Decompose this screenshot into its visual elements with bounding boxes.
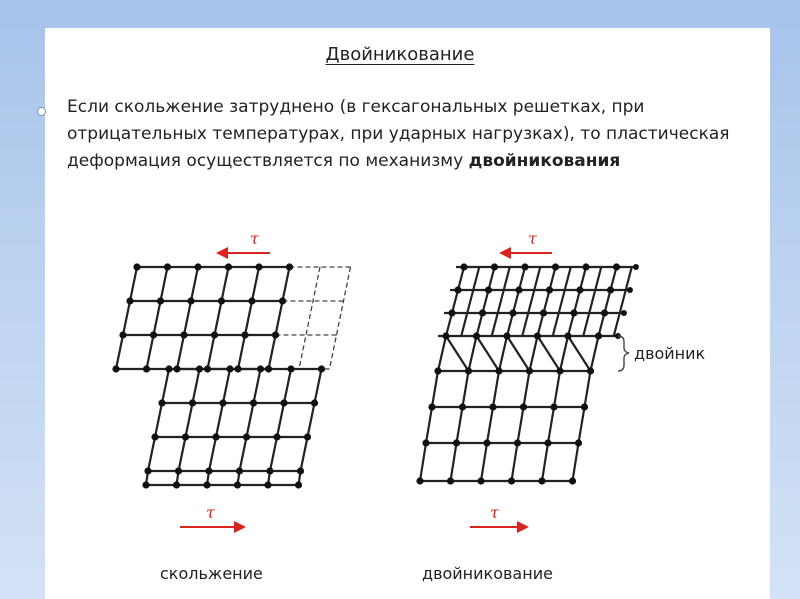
twin-top-inner-line	[534, 267, 540, 290]
lattice-atom	[453, 439, 460, 446]
slip-bottom-column-line	[268, 369, 291, 485]
lattice-atom	[250, 399, 257, 406]
lattice-atom	[297, 467, 304, 474]
lattice-atom	[234, 365, 241, 372]
lattice-atom	[257, 365, 264, 372]
lattice-atom	[434, 367, 441, 374]
slip-bottom-column-line	[207, 369, 230, 485]
twin-top-inner-line	[626, 267, 632, 290]
lattice-atom	[520, 403, 527, 410]
slip-bottom-column-line	[177, 369, 200, 485]
twin-top-inner-line	[620, 290, 626, 313]
tau-symbol-top-right: τ	[528, 229, 537, 248]
lattice-atom	[158, 399, 165, 406]
lattice-atom	[304, 433, 311, 440]
twin-top-inner-line	[504, 267, 510, 290]
twin-top-column-line	[446, 267, 464, 336]
lattice-atom	[203, 481, 210, 488]
twin-top-column-line	[599, 267, 617, 336]
slip-top-column-line	[177, 267, 198, 369]
twin-top-inner-line	[528, 290, 534, 313]
twin-top-column-line	[568, 267, 586, 336]
arrowhead-top-left	[216, 247, 228, 259]
lattice-atom	[454, 286, 461, 293]
lattice-atom	[226, 365, 233, 372]
lattice-atom	[204, 365, 211, 372]
twin-band-diagonal	[477, 336, 500, 371]
slip-ghost-column	[330, 267, 351, 369]
lattice-atom	[448, 309, 455, 316]
twin-top-inner-line	[559, 290, 565, 313]
lattice-atom	[157, 297, 164, 304]
twin-bottom-column-line	[573, 371, 591, 481]
lattice-atom	[119, 331, 126, 338]
twin-lattice	[416, 263, 639, 484]
lattice-atom	[581, 403, 588, 410]
lattice-atom	[540, 309, 547, 316]
lattice-atom	[538, 477, 545, 484]
slip-ghost-column	[299, 267, 320, 369]
twin-band-line	[560, 336, 568, 371]
lattice-atom	[287, 365, 294, 372]
twin-band-line	[438, 336, 446, 371]
lattice-atom	[442, 332, 449, 339]
lattice-atom	[187, 297, 194, 304]
lattice-atom	[264, 481, 271, 488]
lattice-atom	[311, 399, 318, 406]
tau-symbol-bottom-left: τ	[206, 503, 215, 522]
slip-top-column-line	[208, 267, 229, 369]
lattice-atom	[196, 365, 203, 372]
lattice-atom	[576, 286, 583, 293]
lattice-atom	[521, 263, 528, 270]
lattice-atom	[621, 310, 627, 316]
slip-top-column-line	[116, 267, 137, 369]
slip-top-column-line	[147, 267, 168, 369]
twin-brace	[618, 336, 629, 371]
lattice-atom	[280, 399, 287, 406]
slip-bottom-column-line	[238, 369, 261, 485]
lattice-atom	[182, 433, 189, 440]
twin-top-inner-line	[614, 313, 620, 336]
twin-bottom-column-line	[481, 371, 499, 481]
twin-band-line	[530, 336, 538, 371]
twin-top-column-line	[538, 267, 556, 336]
lattice-atom	[491, 263, 498, 270]
lattice-atom	[607, 286, 614, 293]
lattice-atom	[544, 439, 551, 446]
lattice-atom	[173, 481, 180, 488]
twin-band-line	[499, 336, 507, 371]
twin-top-inner-line	[492, 313, 498, 336]
twin-top-column-line	[507, 267, 525, 336]
twin-band-diagonal	[507, 336, 530, 371]
twin-bottom-column-line	[512, 371, 530, 481]
lattice-atom	[126, 297, 133, 304]
twin-top-inner-line	[553, 313, 559, 336]
lattice-atom	[601, 309, 608, 316]
lattice-atom	[151, 433, 158, 440]
twin-bottom-column-line	[451, 371, 469, 481]
lattice-atom	[243, 433, 250, 440]
lattice-atom	[485, 286, 492, 293]
paragraph-bold-term: двойникования	[468, 151, 621, 171]
lattice-atom	[142, 481, 149, 488]
twin-band-diagonal	[446, 336, 469, 371]
lattice-atom	[503, 332, 510, 339]
lattice-atom	[219, 399, 226, 406]
lattice-atom	[236, 467, 243, 474]
lattice-atom	[180, 331, 187, 338]
twin-top-inner-line	[583, 313, 589, 336]
lattice-atom	[473, 332, 480, 339]
twin-top-inner-line	[595, 267, 601, 290]
lattice-atom	[465, 367, 472, 374]
tau-symbol-top-left: τ	[250, 229, 259, 248]
caption-twinning: двойникование	[422, 564, 553, 583]
lattice-atom	[515, 286, 522, 293]
slip-top-column-line	[269, 267, 290, 369]
lattice-atom	[318, 365, 325, 372]
paragraph-line-1: Если скольжение затруднено (в гексагональных решетках, при	[67, 97, 645, 117]
lattice-atom	[526, 367, 533, 374]
twin-bottom-column-line	[420, 371, 438, 481]
lattice-atom	[556, 367, 563, 374]
lattice-atom	[587, 367, 594, 374]
lattice-atom	[546, 286, 553, 293]
lattice-atom	[569, 477, 576, 484]
lattice-atom	[164, 263, 171, 270]
lattice-atom	[552, 263, 559, 270]
lattice-atom	[211, 331, 218, 338]
twin-band-diagonal	[568, 336, 591, 371]
lattice-atom	[575, 439, 582, 446]
lattice-atom	[205, 467, 212, 474]
lattice-atom	[514, 439, 521, 446]
arrowhead-bottom-right	[517, 521, 529, 533]
lattice-atom	[479, 309, 486, 316]
lattice-atom	[416, 477, 423, 484]
lattice-atom	[428, 403, 435, 410]
lattice-atom	[582, 263, 589, 270]
lattice-atom	[279, 297, 286, 304]
slide-title: Двойникование	[325, 44, 475, 65]
paragraph-line-3: деформация осуществляется по механизму	[67, 151, 469, 171]
lattice-atom	[508, 477, 515, 484]
lattice-atom	[495, 367, 502, 374]
lattice-atom	[459, 403, 466, 410]
lattice-atom	[143, 365, 150, 372]
twin-top-inner-line	[565, 267, 571, 290]
arrowhead-top-right	[499, 247, 511, 259]
slip-bottom-column-line	[299, 369, 322, 485]
slip-bottom-column-line	[146, 369, 169, 485]
lattice-atom	[460, 263, 467, 270]
lattice-atom	[564, 332, 571, 339]
twin-top-inner-line	[522, 313, 528, 336]
twin-band-diagonal	[538, 336, 561, 371]
slip-top-column-line	[238, 267, 259, 369]
twin-top-inner-line	[498, 290, 504, 313]
twin-top-inner-line	[473, 267, 479, 290]
slip-lattice	[112, 263, 350, 488]
lattice-atom	[144, 467, 151, 474]
lattice-atom	[150, 331, 157, 338]
lattice-atom	[595, 332, 602, 339]
lattice-atom	[570, 309, 577, 316]
twin-band-line	[469, 336, 477, 371]
lattice-atom	[194, 263, 201, 270]
lattice-atom	[295, 481, 302, 488]
arrowhead-bottom-left	[234, 521, 246, 533]
lattice-atom	[273, 433, 280, 440]
lattice-atom	[613, 263, 620, 270]
lattice-atom	[483, 439, 490, 446]
caption-slip: скольжение	[160, 564, 263, 583]
lattice-atom	[133, 263, 140, 270]
lattice-atom	[218, 297, 225, 304]
lattice-atom	[422, 439, 429, 446]
twin-band-line	[591, 336, 599, 371]
lattice-atom	[534, 332, 541, 339]
twin-bottom-column-line	[542, 371, 560, 481]
lattice-atom	[212, 433, 219, 440]
lattice-atom	[633, 264, 639, 270]
lattice-atom	[627, 287, 633, 293]
twin-top-inner-line	[589, 290, 595, 313]
lattice-atom	[489, 403, 496, 410]
lattice-atom	[286, 263, 293, 270]
lattice-atom	[165, 365, 172, 372]
lattice-atom	[255, 263, 262, 270]
lattice-atom	[173, 365, 180, 372]
lattice-atom	[266, 467, 273, 474]
twin-top-inner-line	[461, 313, 467, 336]
lattice-atom	[234, 481, 241, 488]
lattice-atom	[265, 365, 272, 372]
lattice-atom	[175, 467, 182, 474]
tau-symbol-bottom-right: τ	[490, 503, 499, 522]
lattice-atom	[550, 403, 557, 410]
lattice-atom	[447, 477, 454, 484]
lattice-atom	[509, 309, 516, 316]
lattice-atom	[272, 331, 279, 338]
lattice-atom	[248, 297, 255, 304]
twin-label: двойник	[634, 344, 706, 363]
lattice-atom	[241, 331, 248, 338]
paragraph-line-2: отрицательных температурах, при ударных нагрузках), то пластическая	[67, 124, 730, 144]
lattice-atom	[225, 263, 232, 270]
lattice-atom	[477, 477, 484, 484]
lattice-atom	[112, 365, 119, 372]
twin-top-column-line	[477, 267, 495, 336]
lattice-atom	[189, 399, 196, 406]
twin-top-inner-line	[467, 290, 473, 313]
